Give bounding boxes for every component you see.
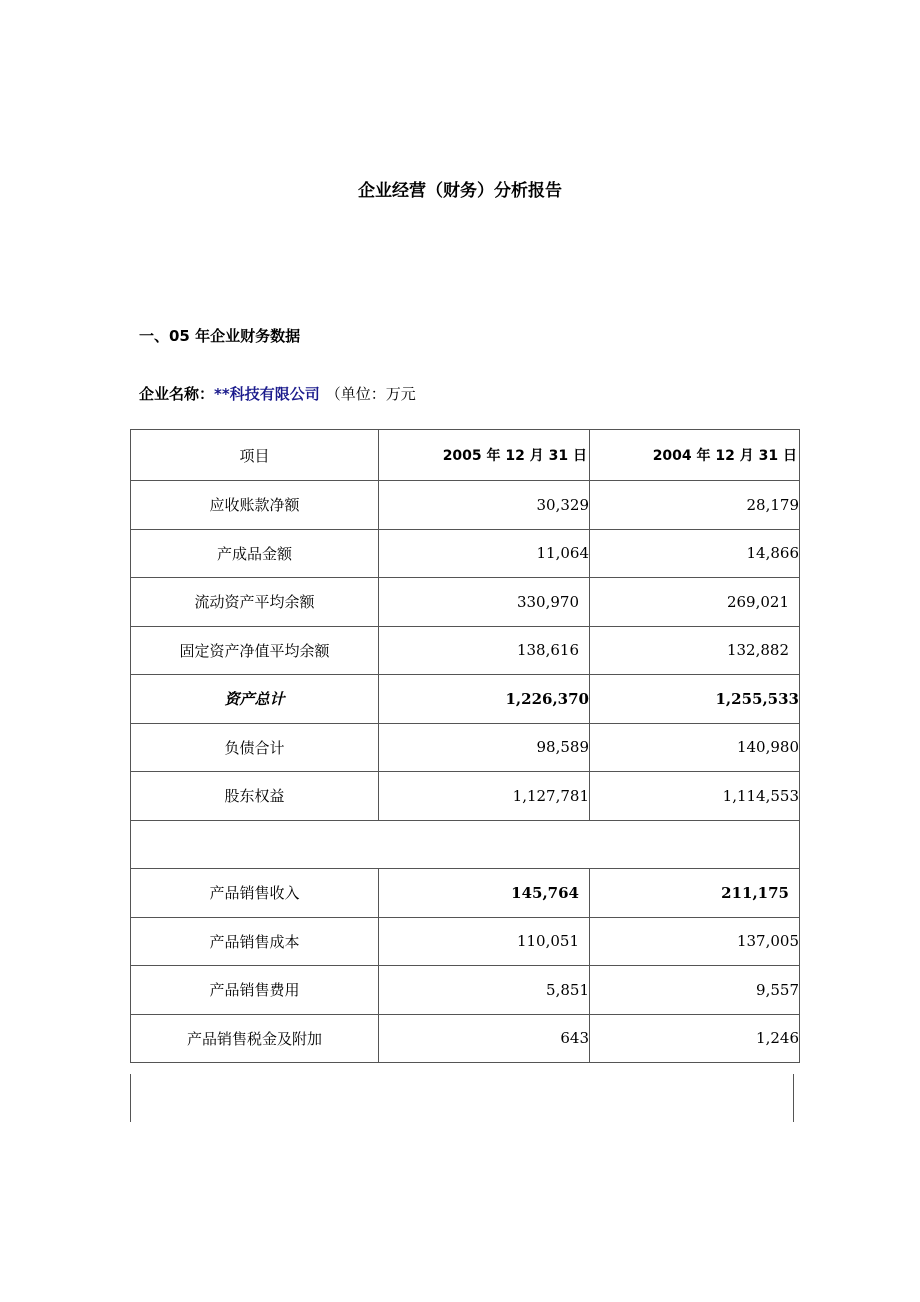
value-2004: 137,005	[590, 917, 800, 966]
value-2005: 643	[379, 1014, 590, 1063]
row-item: 固定资产净值平均余额	[131, 626, 379, 675]
table-continuation	[130, 1074, 794, 1122]
table-row-total-assets	[131, 675, 800, 724]
value-2005: 30,329	[379, 481, 590, 530]
value-2005: 11,064	[379, 529, 590, 578]
row-item: 应收账款净额	[131, 481, 379, 530]
value-2005: 1,127,781	[379, 772, 590, 821]
company-label: 企业名称：	[139, 385, 215, 403]
section-heading: 一、05 年企业财务数据	[139, 327, 301, 345]
value-2005: 98,589	[379, 723, 590, 772]
value-2005: 1,226,370	[379, 675, 590, 724]
unit-label: （单位：万元	[325, 385, 416, 403]
row-item: 资产总计	[131, 675, 379, 724]
value-2004: 1,246	[590, 1014, 800, 1063]
value-2004: 28,179	[590, 481, 800, 530]
value-2005: 138,616	[379, 626, 590, 675]
table-row-sales-revenue	[131, 869, 800, 918]
row-item: 流动资产平均余额	[131, 578, 379, 627]
company-name: **科技有限公司	[214, 385, 320, 403]
value-2005: 5,851	[379, 966, 590, 1015]
table-row	[131, 626, 800, 675]
value-2004: 1,114,553	[590, 772, 800, 821]
table-row	[131, 1014, 800, 1063]
table-row	[131, 481, 800, 530]
page-title: 企业经营（财务）分析报告	[358, 181, 562, 201]
value-2005: 110,051	[379, 917, 590, 966]
value-2004: 211,175	[590, 869, 800, 918]
value-2005: 145,764	[379, 869, 590, 918]
blank-row	[131, 820, 800, 869]
row-item: 产品销售收入	[131, 869, 379, 918]
table-row	[131, 966, 800, 1015]
financial-data-table	[130, 429, 800, 1063]
header-2005: 2005 年 12 月 31 日	[379, 430, 590, 481]
row-item: 产品销售税金及附加	[131, 1014, 379, 1063]
table-header-row	[131, 430, 800, 481]
row-item: 产成品金额	[131, 529, 379, 578]
table-row	[131, 529, 800, 578]
row-item: 股东权益	[131, 772, 379, 821]
value-2004: 14,866	[590, 529, 800, 578]
table-row	[131, 578, 800, 627]
row-item: 负债合计	[131, 723, 379, 772]
table-row	[131, 772, 800, 821]
row-item: 产品销售成本	[131, 917, 379, 966]
value-2004: 9,557	[590, 966, 800, 1015]
value-2005: 330,970	[379, 578, 590, 627]
value-2004: 1,255,533	[590, 675, 800, 724]
value-2004: 269,021	[590, 578, 800, 627]
company-line	[139, 383, 416, 404]
blank-cell	[131, 820, 800, 869]
row-item: 产品销售费用	[131, 966, 379, 1015]
table-row	[131, 723, 800, 772]
value-2004: 140,980	[590, 723, 800, 772]
value-2004: 132,882	[590, 626, 800, 675]
header-item: 项目	[131, 430, 379, 481]
header-2004: 2004 年 12 月 31 日	[590, 430, 800, 481]
table-row	[131, 917, 800, 966]
